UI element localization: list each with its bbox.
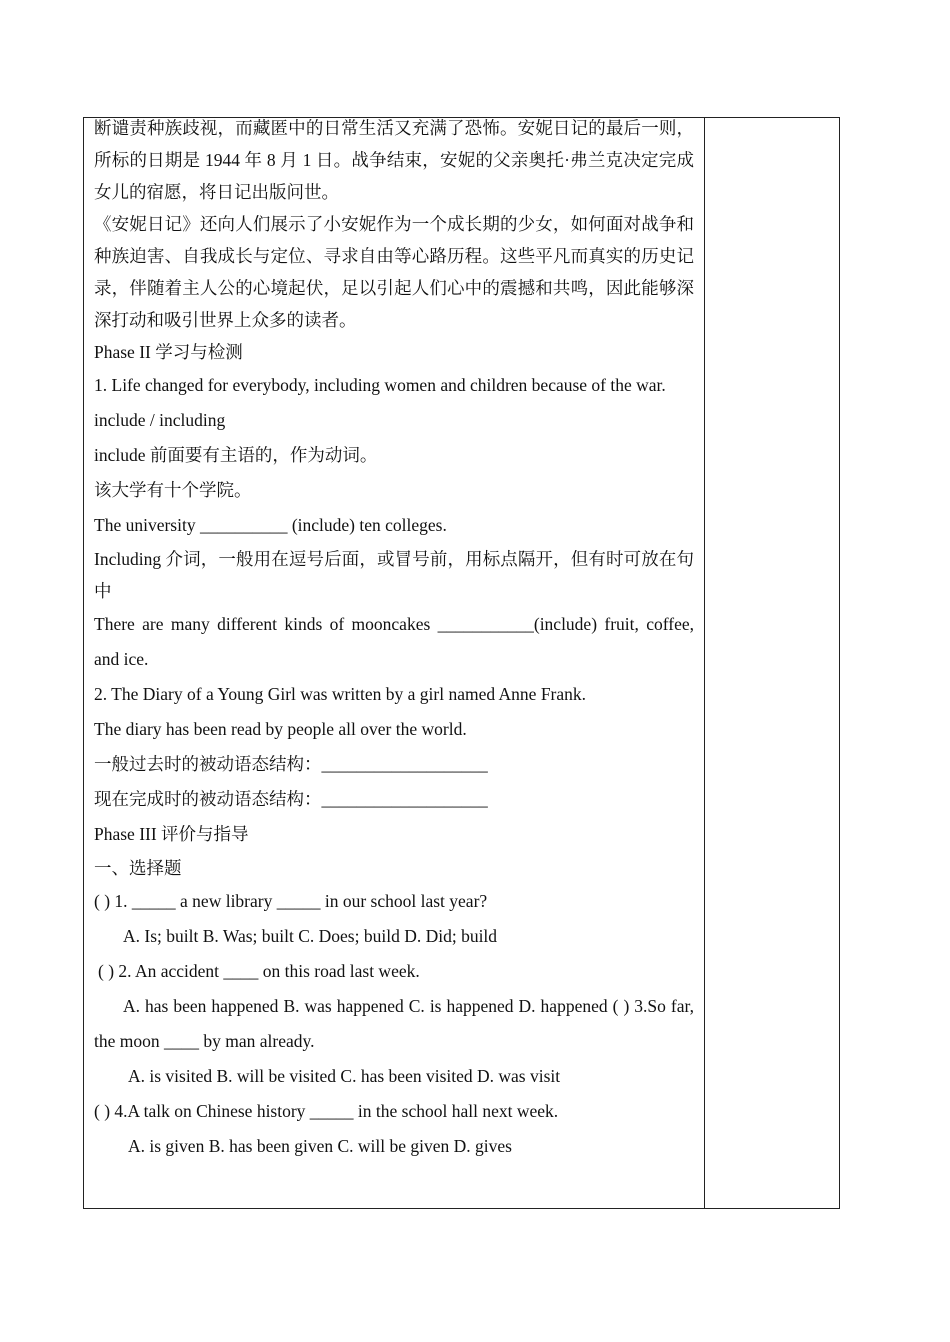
phase3-heading: Phase III 评价与指导 (94, 824, 249, 844)
question-2: ( ) 2. An accident ____ on this road last week. (98, 961, 420, 981)
mooncake-exercise: There are many different kinds of mooncakes ___________(include) fruit, coffee, and ice. (94, 614, 694, 669)
question-4-options: A. is given B. has been given C. will be given D. gives (128, 1136, 512, 1156)
example-chinese: 该大学有十个学院。 (94, 480, 252, 500)
main-content-cell (94, 112, 694, 1164)
include-note: include 前面要有主语的，作为动词。 (94, 445, 378, 465)
background-paragraph-1: 断谴责种族歧视，而藏匿中的日常生活又充满了恐怖。安妮日记的最后一则，所标的日期是 1944 年 8 月 1 日。战争结束，安妮的父亲奥托·弗兰克决定完成女儿的宿愿，将日记出版问世。 (94, 118, 694, 202)
question-4: ( ) 4.A talk on Chinese history _____ in the school hall next week. (94, 1101, 559, 1121)
question-1: ( ) 1. _____ a new library _____ in our school last year? (94, 891, 488, 911)
background-paragraph-2: 《安妮日记》还向人们展示了小安妮作为一个成长期的少女，如何面对战争和种族迫害、自我成长与定位、寻求自由等心路历程。这些平凡而真实的历史记录，伴随着主人公的心境起伏，足以引起人们心中的震撼和共鸣，因此能够深深打动和吸引世界上众多的读者。 (94, 214, 694, 330)
past-passive-structure: 一般过去时的被动语态结构：___________________ (94, 754, 488, 774)
phase2-item1-sentence: 1. Life changed for everybody, including women and children because of the war. (94, 375, 666, 395)
phase2-item2-sentence-1: 2. The Diary of a Young Girl was written by a girl named Anne Frank. (94, 684, 587, 704)
phase2-item1-topic: include / including (94, 410, 226, 430)
choice-section-title: 一、选择题 (94, 858, 182, 878)
column-divider (704, 117, 705, 1209)
question-2-options-and-question-3: A. has been happened B. was happened C. is happened D. happened ( ) 3.So far, the moon ____ by man already. (94, 996, 694, 1051)
question-3-options: A. is visited B. will be visited C. has been visited D. was visit (128, 1066, 561, 1086)
perfect-passive-structure: 现在完成时的被动语态结构：___________________ (94, 789, 488, 809)
including-note: Including 介词，一般用在逗号后面，或冒号前，用标点隔开，但有时可放在句中 (94, 549, 694, 601)
question-1-options: A. Is; built B. Was; built C. Does; build D. Did; build (123, 926, 498, 946)
example-english: The university __________ (include) ten colleges. (94, 515, 447, 535)
phase2-item2-sentence-2: The diary has been read by people all over the world. (94, 719, 467, 739)
phase2-heading: Phase II 学习与检测 (94, 342, 243, 362)
